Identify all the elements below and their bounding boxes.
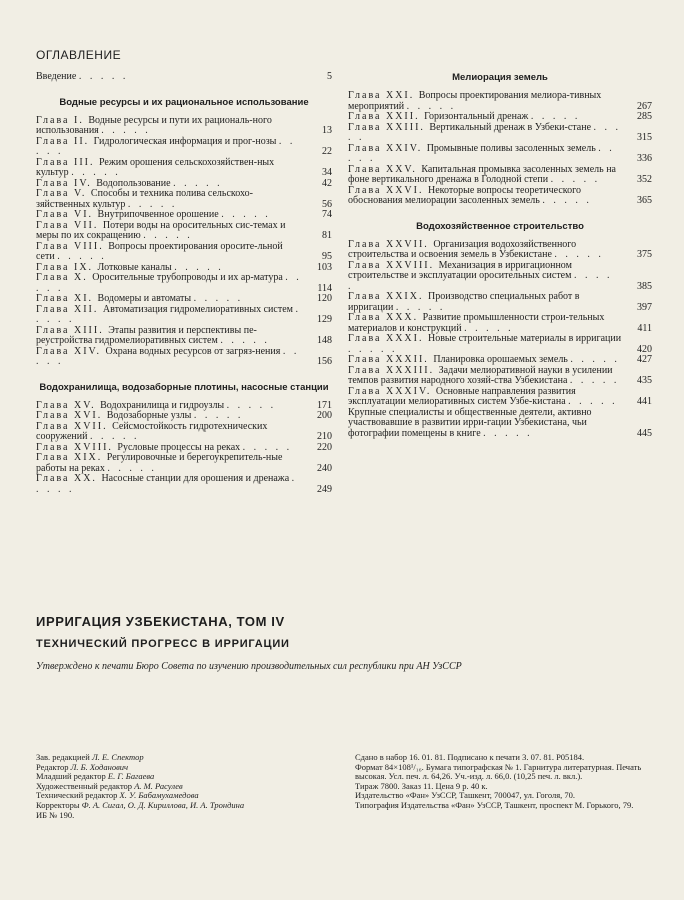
leader-dots: . . . . .	[36, 345, 300, 367]
book-title: ИРРИГАЦИЯ УЗБЕКИСТАНА, ТОМ IV	[36, 614, 285, 629]
toc-entry-text: Глава XV. Водохранилища и гидроузлы . . . . .	[36, 399, 277, 411]
page-number: 411	[637, 322, 652, 334]
print-line: Формат 84×108¹/₁₆. Бумага типографская № 1. Гарнитура литературная. Печать высокая. Усл. печ. л. 64,26. Уч.-изд. л. 66,0. (10,25 печ. л. вкл.).	[355, 761, 642, 782]
toc-entry	[348, 292, 652, 313]
page-number: 74	[322, 209, 332, 220]
chapter-number: Глава I.	[36, 114, 89, 126]
toc-entry-text: Глава XVI. Водозаборные узлы . . . . .	[36, 410, 244, 421]
toc-entry	[348, 261, 652, 293]
chapter-number: Глава XXXII.	[348, 354, 434, 365]
toc-entry	[348, 408, 652, 440]
page-number: 267	[637, 100, 652, 112]
leader-dots: . . . . .	[101, 125, 151, 136]
staff-name: Л. Б. Ходанович	[70, 761, 129, 772]
staff-name: Е. Г. Багаева	[107, 771, 155, 782]
chapter-number: Глава V.	[36, 188, 91, 199]
chapter-number: Глава XXIV.	[348, 142, 427, 154]
toc-entry	[348, 91, 652, 112]
toc-entry-text: Глава VII. Потери воды на оросительных сис-темах и меры по их сокращению . . . . .	[36, 219, 286, 241]
page-number: 5	[327, 71, 332, 82]
toc-left-column	[36, 48, 332, 495]
staff-line: Художественный редактор А. М. Расулев	[36, 780, 183, 791]
leader-dots: . . . . .	[36, 272, 302, 294]
page-number: 114	[317, 282, 332, 294]
leader-dots: . . . . .	[36, 303, 301, 325]
staff-line: Младший редактор Е. Г. Багаева	[36, 771, 155, 782]
chapter-number: Глава XXII.	[348, 111, 425, 122]
staff-name: Л. Е. Спектор	[91, 752, 144, 762]
toc-right-list	[348, 72, 652, 439]
page-number: 240	[317, 462, 332, 474]
page-number: 34	[322, 167, 332, 178]
page-number: 336	[637, 153, 652, 164]
page-number: 210	[317, 431, 332, 442]
leader-dots: . . . . .	[406, 100, 457, 112]
toc-entry-text: Глава X. Оросительные трубопроводы и их ар-матура . . . . .	[36, 272, 302, 294]
leader-dots: . . . . .	[57, 251, 107, 262]
toc-entry-text: Глава XXVII. Организация водохозяйственного строительства и освоения земель в Узбекистане . . . . .	[348, 238, 604, 260]
page-number: 129	[317, 314, 332, 325]
page-number: 171	[317, 399, 332, 411]
toc-entry-text: Глава IX. Лотковые каналы . . . . .	[36, 261, 224, 273]
leader-dots: . . . . .	[78, 71, 129, 82]
staff-line: Зав. редакцией Л. Е. Спектор	[36, 752, 144, 762]
editorial-staff	[36, 753, 336, 811]
toc-entry-text: Глава XXI. Вопросы проектирования мелиора-тивных мероприятий . . . . .	[348, 90, 602, 112]
toc-entry	[36, 474, 332, 495]
leader-dots: . . . . .	[221, 209, 271, 220]
chapter-number: Глава XV.	[36, 399, 101, 411]
page-number: 120	[317, 293, 332, 304]
staff-name: Ф. А. Сигал, О. Д. Кириллова, И. А. Трондина	[81, 799, 245, 810]
chapter-number: Глава VI.	[36, 209, 98, 220]
chapter-number: Глава XXVIII.	[348, 259, 439, 271]
leader-dots: . . . . .	[193, 293, 244, 304]
toc-entry	[36, 221, 332, 242]
leader-dots: . . . . .	[569, 375, 620, 386]
page-number: 445	[637, 427, 652, 439]
leader-dots: . . . . .	[554, 249, 604, 260]
toc-entry-text: Глава XIX. Регулировочные и берегоукрепитель-ные работы на реках . . . . .	[36, 452, 283, 474]
ib-number: ИБ № 190.	[36, 810, 75, 820]
leader-dots: . . . . .	[348, 142, 615, 164]
toc-entry	[348, 387, 652, 408]
toc-entry-text: Глава I. Водные ресурсы и пути их рациональ-ного использования . . . . .	[36, 114, 272, 136]
toc-entry	[348, 366, 652, 387]
leader-dots: . . . . .	[107, 462, 157, 474]
leader-dots: . . . . .	[36, 473, 298, 495]
toc-section-heading: Водохранилища, водозаборные плотины, насосные станции	[39, 381, 329, 393]
page-number: 42	[322, 177, 332, 189]
chapter-number: Глава XXIX.	[348, 291, 428, 302]
toc-entry-text: Глава XIII. Этапы развития и перспективы пе-реустройства гидромелиоративных систем . . . . .	[36, 324, 270, 346]
chapter-number: Глава X.	[36, 272, 93, 283]
page-number: 441	[637, 396, 652, 407]
toc-entry-text: Глава VI. Внутрипочвенное орошение . . . . .	[36, 209, 271, 220]
page-number: 103	[317, 261, 332, 273]
toc-entry-text: Глава XII. Автоматизация гидромелиоративных систем . . . . .	[36, 303, 301, 325]
chapter-number: Глава XIX.	[36, 452, 107, 463]
page-number: 81	[322, 230, 332, 241]
toc-entry	[36, 137, 332, 158]
toc-entry-text: Глава XXXIV. Основные направления развития эксплуатации мелиоративных систем Узбе-кистана . . . . .	[348, 385, 618, 407]
toc-entry-text: Глава II. Гидрологическая информация и прог-нозы . . . . .	[36, 135, 296, 157]
toc-title: ОГЛАВЛЕНИЕ	[36, 48, 122, 62]
toc-entry	[348, 240, 652, 261]
toc-entry-text: Глава XXIX. Производство специальных работ в ирригации . . . . .	[348, 291, 580, 313]
approval-note: Утверждено к печати Бюро Совета по изучению производительных сил республики при АН УзССР	[36, 661, 462, 672]
chapter-number: Глава XVI.	[36, 410, 107, 421]
toc-entry-text: Глава XXXI. Новые строительные материалы в ирригации . . . . .	[348, 333, 622, 355]
staff-name: Х. У. Бабамухамедова	[119, 790, 199, 801]
toc-entry-text: Глава XVIII. Русловые процессы на реках . . . . .	[36, 441, 293, 453]
page-number: 365	[637, 195, 652, 206]
page-number: 315	[637, 132, 652, 143]
chapter-number: Глава XXIII.	[348, 121, 430, 133]
page-number: 220	[317, 441, 332, 453]
toc-entry-text: Глава XXVI. Некоторые вопросы теоретического обоснования мелиорации засоленных земель . . . . .	[348, 184, 592, 206]
chapter-number: Глава XXVI.	[348, 184, 428, 196]
chapter-number: Глава XVIII.	[36, 441, 118, 453]
toc-entry	[36, 347, 332, 368]
leader-dots: . . . . .	[550, 174, 601, 185]
toc-entry-text: Глава XXV. Капитальная промывка засоленных земель на фоне вертикального дренажа в Голодной степи . . . . .	[348, 163, 616, 185]
leader-dots: . . . . .	[226, 399, 277, 411]
chapter-number: Глава IX.	[36, 261, 98, 273]
leader-dots: . . . . .	[89, 431, 140, 442]
toc-entry	[36, 116, 332, 137]
chapter-number: Глава XVII.	[36, 420, 113, 432]
print-line: Издательство «Фан» УзССР, Ташкент, 700047, ул. Гоголя, 70.	[355, 790, 576, 801]
toc-entry	[36, 72, 332, 83]
page-number: 95	[322, 251, 332, 262]
page-number: 56	[322, 198, 332, 210]
toc-entry-text: Глава III. Режим орошения сельскохозяйствен-ных культур . . . . .	[36, 156, 275, 178]
leader-dots: . . . . .	[568, 396, 618, 407]
page-number: 285	[637, 111, 652, 122]
chapter-number: Глава XXXI.	[348, 333, 428, 344]
toc-entry	[36, 189, 332, 210]
leader-dots: . . . . .	[530, 111, 581, 122]
toc-entry	[348, 334, 652, 355]
toc-entry	[348, 165, 652, 186]
page-number: 397	[637, 301, 652, 313]
toc-entry-text: Глава XXXII. Планировка орошаемых земель . . . . .	[348, 354, 620, 365]
toc-entry	[36, 453, 332, 474]
leader-dots: . . . . .	[542, 195, 592, 206]
toc-right-column	[348, 72, 652, 439]
chapter-number: Глава XXXIII.	[348, 364, 439, 376]
toc-entry-text: Глава XXII. Горизонтальный дренаж . . . . .	[348, 111, 581, 122]
leader-dots: . . . . .	[242, 441, 293, 453]
page-number: 427	[637, 354, 652, 365]
toc-entry-text: Глава XXIV. Промывные поливы засоленных земель . . . . .	[348, 142, 615, 164]
toc-entry	[36, 305, 332, 326]
toc-entry	[36, 422, 332, 443]
chapter-number: Глава XX.	[36, 473, 102, 484]
toc-entry-text: Глава VIII. Вопросы проектирования оросите-льной сети . . . . .	[36, 240, 283, 262]
toc-entry-text: Глава XVII. Сейсмостойкость гидротехнических сооружений . . . . .	[36, 420, 268, 442]
page-number: 156	[317, 356, 332, 367]
page-number: 13	[322, 125, 332, 136]
toc-entry-text: Глава XXXIII. Задачи мелиоративной науки в усилении темпов развития народного хозяй-ства Узбекистана . . . . .	[348, 364, 620, 386]
chapter-number: Глава XXVII.	[348, 238, 434, 250]
leader-dots: . . . . .	[464, 322, 514, 334]
toc-entry	[348, 144, 652, 165]
chapter-number: Глава XXXIV.	[348, 385, 436, 397]
toc-section-heading: Водохозяйственное строительство	[416, 220, 584, 232]
leader-dots: . . . . .	[193, 410, 244, 421]
leader-dots: . . . . .	[71, 167, 121, 178]
chapter-number: Глава VII.	[36, 219, 103, 231]
chapter-number: Глава II.	[36, 135, 94, 147]
toc-entry-text: Глава XI. Водомеры и автоматы . . . . .	[36, 293, 244, 304]
book-subtitle: ТЕХНИЧЕСКИЙ ПРОГРЕСС В ИРРИГАЦИИ	[36, 638, 290, 650]
toc-entry-text: Глава XIV. Охрана водных ресурсов от загряз-нения . . . . .	[36, 345, 300, 367]
leader-dots: . . . . .	[395, 301, 446, 313]
toc-entry-text: Глава IV. Водопользование . . . . .	[36, 177, 223, 189]
toc-entry	[36, 273, 332, 294]
print-line: Типография Издательства «Фан» УзССР, Ташкент, проспект М. Горького, 79.	[355, 799, 634, 810]
leader-dots: . . . . .	[483, 427, 533, 439]
print-line: Сдано в набор 16. 01. 81. Подписано к печати 3. 07. 81. Р05184.	[355, 752, 585, 762]
print-line: Тираж 7800. Заказ 11. Цена 9 р. 40 к.	[355, 780, 488, 791]
page-number: 249	[317, 483, 332, 495]
staff-name: А. М. Расулев	[134, 780, 183, 791]
page-number: 22	[322, 146, 332, 157]
page-number: 148	[317, 335, 332, 346]
staff-line: Редактор Л. Б. Ходанович	[36, 761, 129, 772]
leader-dots: . . . . .	[348, 121, 622, 143]
chapter-number: Глава XXV.	[348, 163, 422, 175]
leader-dots: . . . . .	[348, 343, 398, 355]
chapter-number: Глава IV.	[36, 177, 97, 189]
toc-entry	[348, 186, 652, 207]
page-number: 420	[637, 343, 652, 355]
leader-dots: . . . . .	[127, 198, 178, 210]
chapter-number: Глава III.	[36, 156, 99, 168]
page-number: 385	[637, 280, 652, 292]
toc-entry-text: Крупные специалисты и общественные деятели, активно участвовавшие в развитии ирри-гации Узбекистана, чьи фотографии помещены в книге . . . . .	[348, 406, 592, 439]
print-details	[355, 753, 655, 811]
chapter-number: Глава XI.	[36, 293, 98, 304]
toc-section-heading: Мелиорация земель	[452, 72, 548, 83]
toc-entry	[348, 313, 652, 334]
page-number: 375	[637, 249, 652, 260]
leader-dots: . . . . .	[36, 135, 296, 157]
leader-dots: . . . . .	[348, 270, 613, 292]
toc-entry-text: Глава V. Способы и техника полива сельскохо-зяйственных культур . . . . .	[36, 188, 253, 210]
leader-dots: . . . . .	[220, 335, 270, 346]
toc-entry-text: Глава XXIII. Вертикальный дренаж в Узбеки-стане . . . . .	[348, 121, 622, 143]
toc-entry-text: Глава XX. Насосные станции для орошения и дренажа . . . . .	[36, 473, 298, 495]
leader-dots: . . . . .	[174, 261, 224, 273]
staff-line: Корректоры Ф. А. Сигал, О. Д. Кириллова, И. А. Трондина	[36, 799, 245, 810]
toc-entry	[36, 242, 332, 263]
toc-entry	[36, 326, 332, 347]
toc-entry-text: Глава XXX. Развитие промышленности строи-тельных материалов и конструкций . . . . .	[348, 312, 605, 334]
toc-left-list	[36, 72, 332, 495]
toc-entry	[36, 158, 332, 179]
leader-dots: . . . . .	[143, 230, 193, 241]
toc-entry-text: Глава XXVIII. Механизация в ирригационном строительстве и эксплуатации оросительных систем . . . . .	[348, 259, 613, 292]
chapter-number: Глава XIV.	[36, 345, 106, 357]
chapter-number: Глава XXX.	[348, 312, 423, 323]
page-number: 352	[637, 174, 652, 185]
chapter-number: Глава XXI.	[348, 90, 419, 101]
toc-entry	[348, 123, 652, 144]
toc-entry-text: Введение . . . . .	[36, 71, 129, 82]
page-number: 435	[637, 375, 652, 386]
staff-line: Технический редактор Х. У. Бабамухамедова	[36, 790, 199, 801]
chapter-number: Глава VIII.	[36, 240, 109, 252]
chapter-number: Глава XII.	[36, 303, 103, 315]
leader-dots: . . . . .	[570, 354, 620, 365]
chapter-number: Глава XIII.	[36, 324, 109, 336]
page-number: 200	[317, 410, 332, 421]
toc-section-heading: Водные ресурсы и их рациональное использование	[59, 96, 309, 108]
leader-dots: . . . . .	[173, 177, 223, 189]
